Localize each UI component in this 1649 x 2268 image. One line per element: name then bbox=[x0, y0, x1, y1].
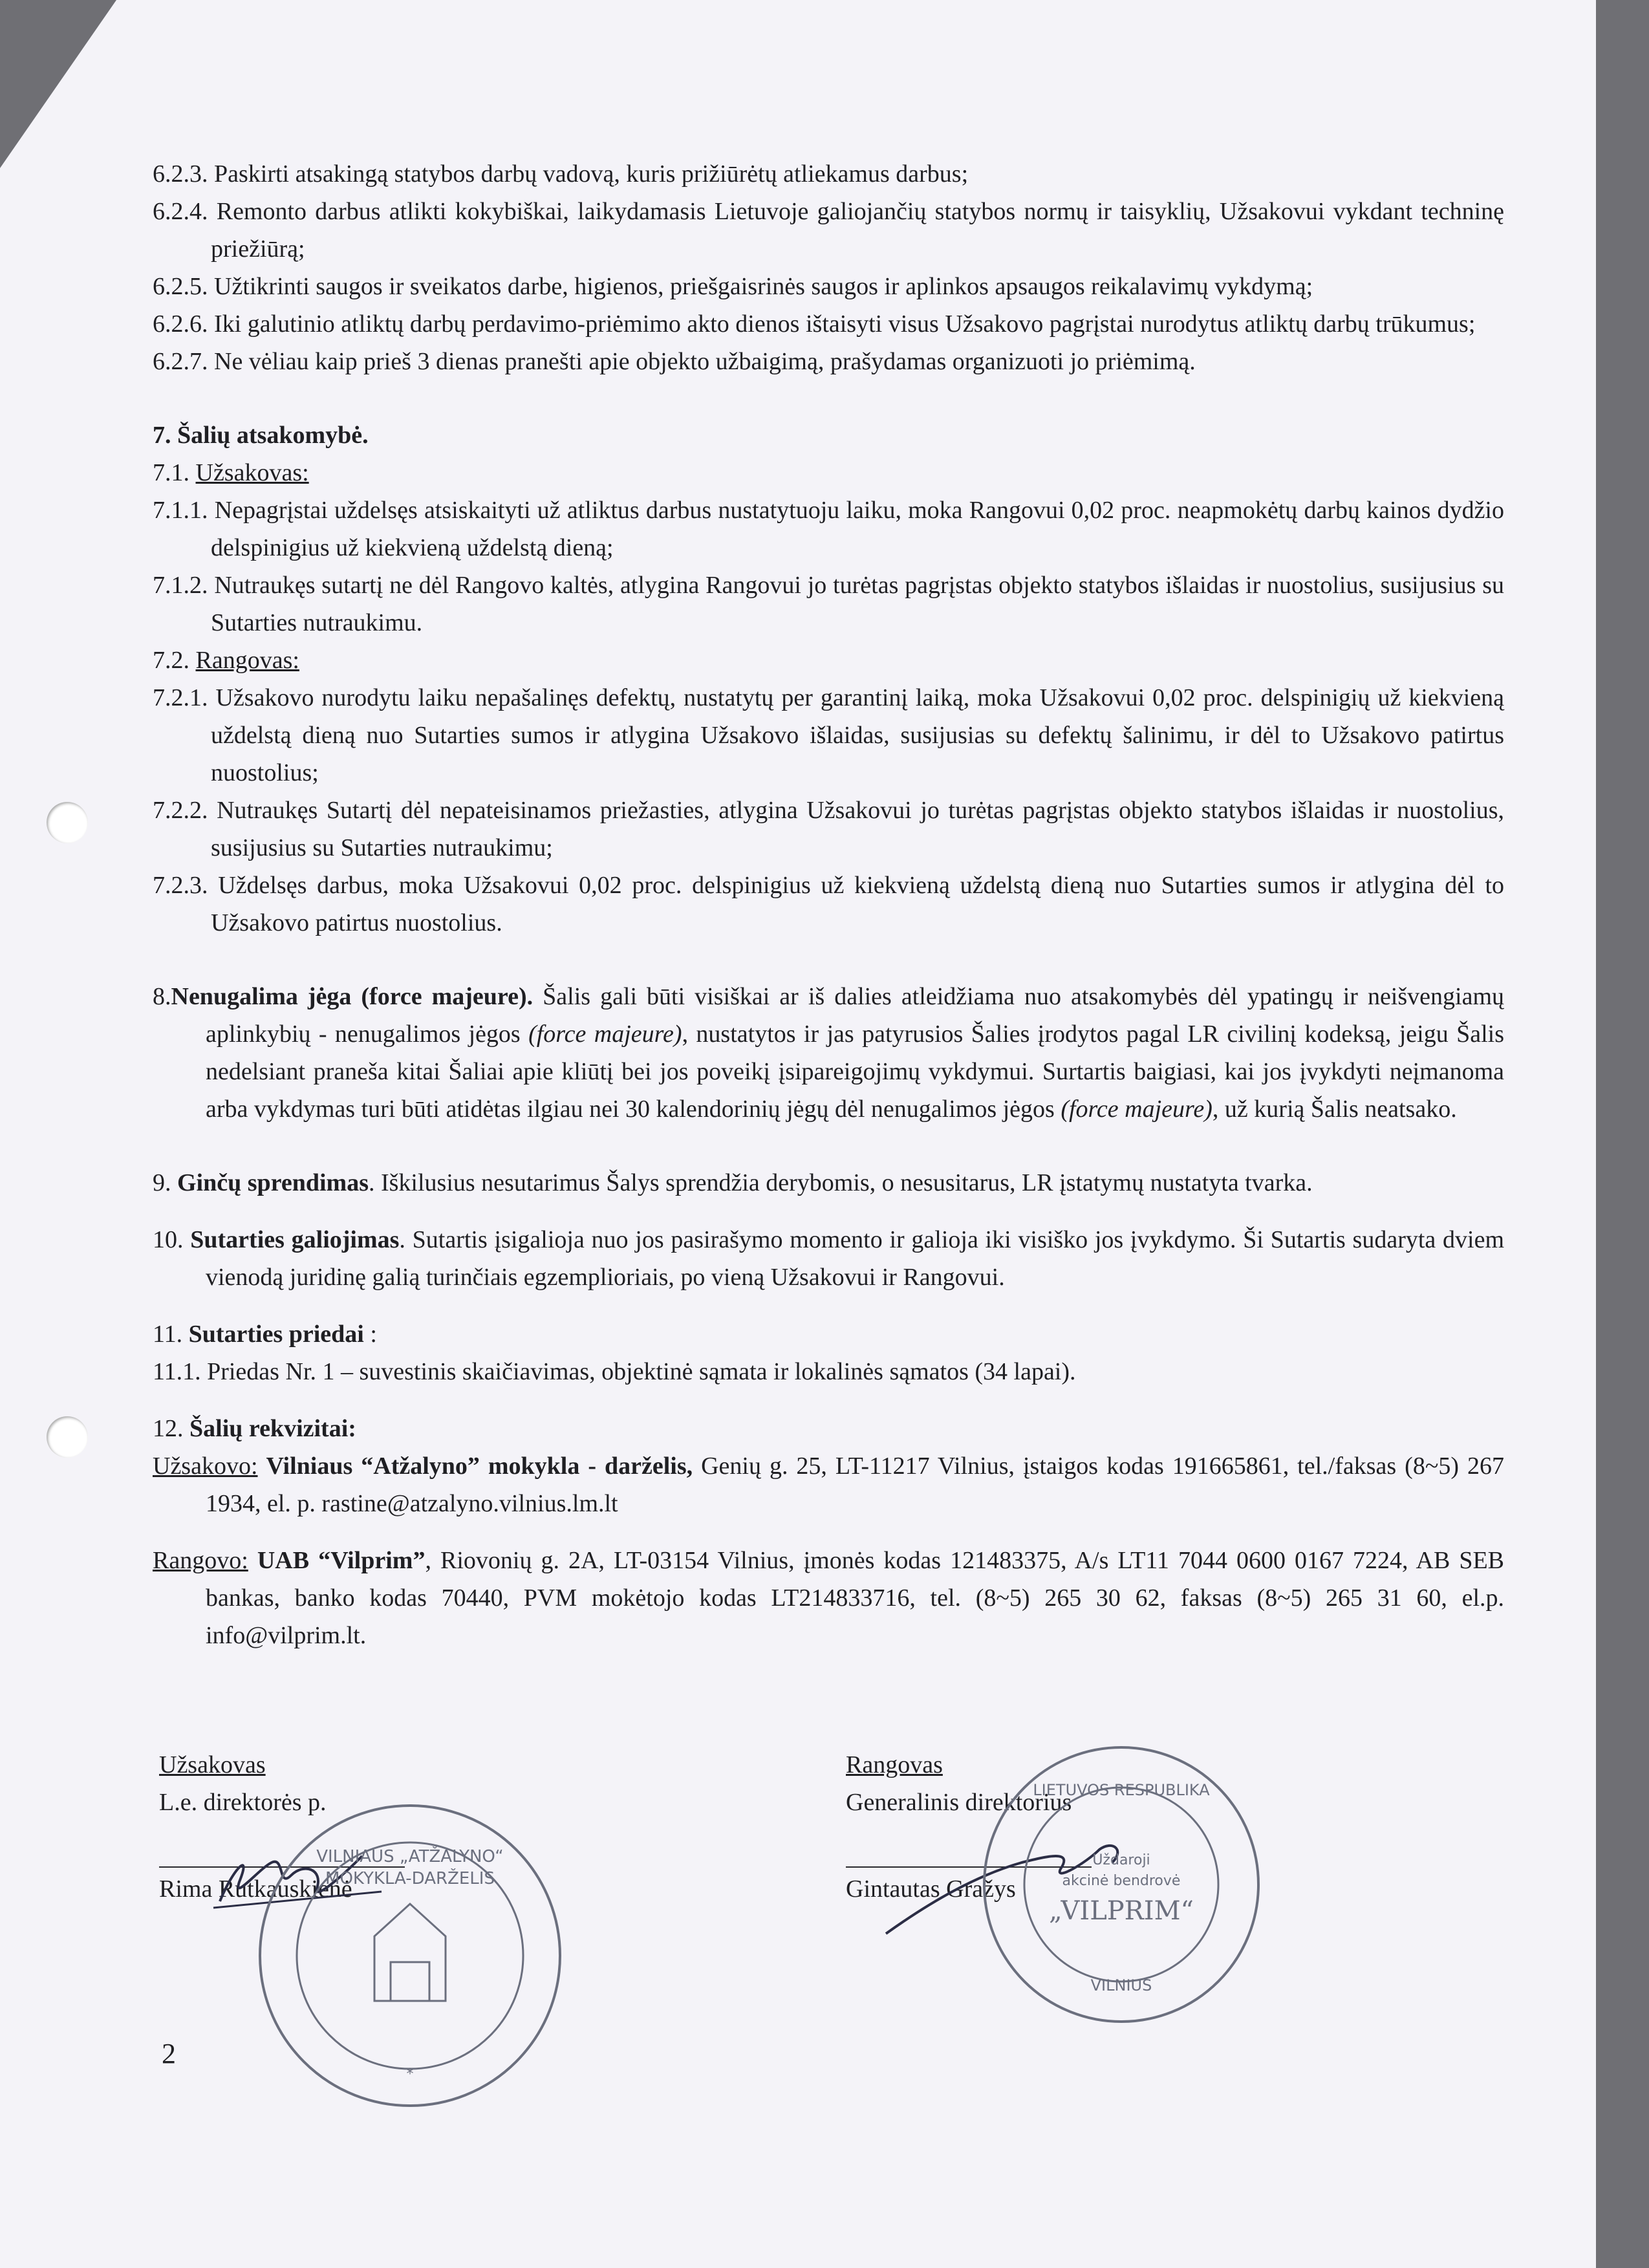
section-10: 10. Sutarties galiojimas. Sutartis įsigalioja nuo jos pasirašymo momento ir galioja iki visiško jos įvykdymo. Ši Sutartis sudaryta dviem vienodą juridinę galią turinčiais egzemplioriais, po vieną Užsakovui ir Rangovui. bbox=[153, 1226, 1505, 1291]
list-item: 11.1. Priedas Nr. 1 – suvestinis skaičiavimas, objektinė sąmata ir lokalinės sąmatos (34 lapai). bbox=[153, 1358, 1076, 1385]
list-item: 6.2.5. Užtikrinti saugos ir sveikatos darbe, higienos, priešgaisrinės saugos ir aplinkos apsaugos reikalavimų vykdymą; bbox=[153, 273, 1313, 300]
list-item: 7.2.3. Uždelsęs darbus, moka Užsakovui 0,02 proc. delspinigius už kiekvieną uždelstą dieną nuo Sutarties sumos ir atlygina dėl to Užsakovo patirtus nuostolius. bbox=[153, 872, 1505, 936]
list-item: 6.2.4. Remonto darbus atlikti kokybiškai, laikydamasis Lietuvoje galiojančių statybos normų ir taisyklių, Užsakovui vykdant techninę priežiūrą; bbox=[153, 198, 1504, 263]
svg-text:*: * bbox=[406, 2066, 414, 2082]
document-body bbox=[153, 155, 1504, 1654]
section-7 bbox=[153, 416, 1504, 942]
section-heading: 7. Šalių atsakomybė. bbox=[153, 422, 369, 449]
page-corner-fold bbox=[0, 0, 116, 168]
section-9: 9. Ginčų sprendimas. Iškilusius nesutarimus Šalys sprendžia derybomis, o nesusitarus, LR įstatymų nustatyta tvarka. bbox=[153, 1169, 1313, 1196]
contractor-details: Rangovo: UAB “Vilprim”, Riovonių g. 2A, LT-03154 Vilnius, įmonės kodas 121483375, A/s LT11 7044 0600 0167 7224, AB SEB bankas, banko kodas 70440, PVM mokėtojo kodas LT214833716, tel. (8~5) 265 30 62, faksas (8~5) 265 31 60, el.p. info@vilprim.lt. bbox=[153, 1547, 1505, 1649]
list-item: 7.1.1. Nepagrįstai uždelsęs atsiskaityti už atliktus darbus nustatytuoju laiku, moka Rangovui 0,02 proc. neapmokėtų darbų kainos dydžio delspinigius už kiekvieną uždelstą dieną; bbox=[153, 497, 1504, 561]
section-6-items bbox=[153, 155, 1504, 380]
list-item: 7.2.1. Užsakovo nurodytu laiku nepašalinęs defektų, nustatytų per garantinį laiką, moka Užsakovui 0,02 proc. delspinigių už kiekvieną uždelstą dieną nuo Sutarties sumos ir atlygina Užsakovo išlaidas, susijusias su defektų šalinimu, ir dėl to Užsakovo patirtus nuostolius; bbox=[153, 684, 1505, 786]
company-seal: LIETUVOS RESPUBLIKA Uždaroji akcinė bendrovė „VILPRIM“ VILNIUS bbox=[983, 1746, 1260, 2023]
list-item: 6.2.3. Paskirti atsakingą statybos darbų vadovą, kuris prižiūrėtų atliekamus darbus; bbox=[153, 160, 969, 188]
list-item: 7.1.2. Nutraukęs sutartį ne dėl Rangovo kaltės, atlygina Rangovui jo turėtas pagrįstas objekto statybos išlaidas ir nuostolius, susijusius su Sutarties nutraukimu. bbox=[153, 572, 1504, 636]
punch-hole bbox=[47, 802, 88, 843]
subsection-heading: 7.1. Užsakovas: bbox=[153, 459, 309, 486]
list-item: 6.2.6. Iki galutinio atliktų darbų perdavimo-priėmimo akto dienos ištaisyti visus Užsakovo pagrįstai nurodytus atliktų darbų trūkumus; bbox=[153, 310, 1476, 338]
section-12: 12. Šalių rekvizitai: bbox=[153, 1415, 356, 1442]
page-number: 2 bbox=[162, 2038, 176, 2069]
punch-hole bbox=[47, 1416, 88, 1458]
contractor-signature: Rangovas Generalinis direktorius Gintautas Gražys bbox=[846, 1746, 1299, 1908]
subsection-heading: 7.2. Rangovas: bbox=[153, 647, 299, 674]
school-seal: * VILNIAUS „ATŽALYNO“ MOKYKLA-DARŽELIS bbox=[259, 1804, 561, 2107]
section-11: 11. Sutarties priedai : bbox=[153, 1321, 377, 1348]
customer-details: Užsakovo: Vilniaus “Atžalyno” mokykla - darželis, Genių g. 25, LT-11217 Vilnius, įstaigos kodas 191665861, tel./faksas (8~5) 267 1934, el. p. rastine@atzalyno.vilnius.lm.lt bbox=[153, 1453, 1505, 1517]
section-8: 8.Nenugalima jėga (force majeure). Šalis gali būti visiškai ar iš dalies atleidžiama nuo atsakomybės dėl ypatingų ir neišvengiamų aplinkybių - nenugalimos jėgos (force majeure), nustatytos ir jas patyrusios Šalies įrodytos pagal LR civilinį kodeksą, jeigu Šalis nedelsiant praneša kitai Šaliai apie kliūtį bei jos poveikį įsipareigojimų vykdymui. Surtartis baigiasi, kai jos įvykdyti neįmanoma arba vykdymas turi būti atidėtas ilgiau nei 30 kalendorinių jėgų dėl nenugalimos jėgos (force majeure), už kurią Šalis neatsako. bbox=[153, 983, 1504, 1123]
list-item: 6.2.7. Ne vėliau kaip prieš 3 dienas pranešti apie objekto užbaigimą, prašydamas organizuoti jo priėmimą. bbox=[153, 348, 1196, 375]
list-item: 7.2.2. Nutraukęs Sutartį dėl nepateisinamos priežasties, atlygina Užsakovui jo turėtas pagrįstas objekto statybos išlaidas ir nuostolius, susijusius su Sutarties nutraukimu; bbox=[153, 797, 1504, 861]
customer-signature: Užsakovas L.e. direktorės p. Rima Rutkauskienė bbox=[159, 1746, 612, 1908]
